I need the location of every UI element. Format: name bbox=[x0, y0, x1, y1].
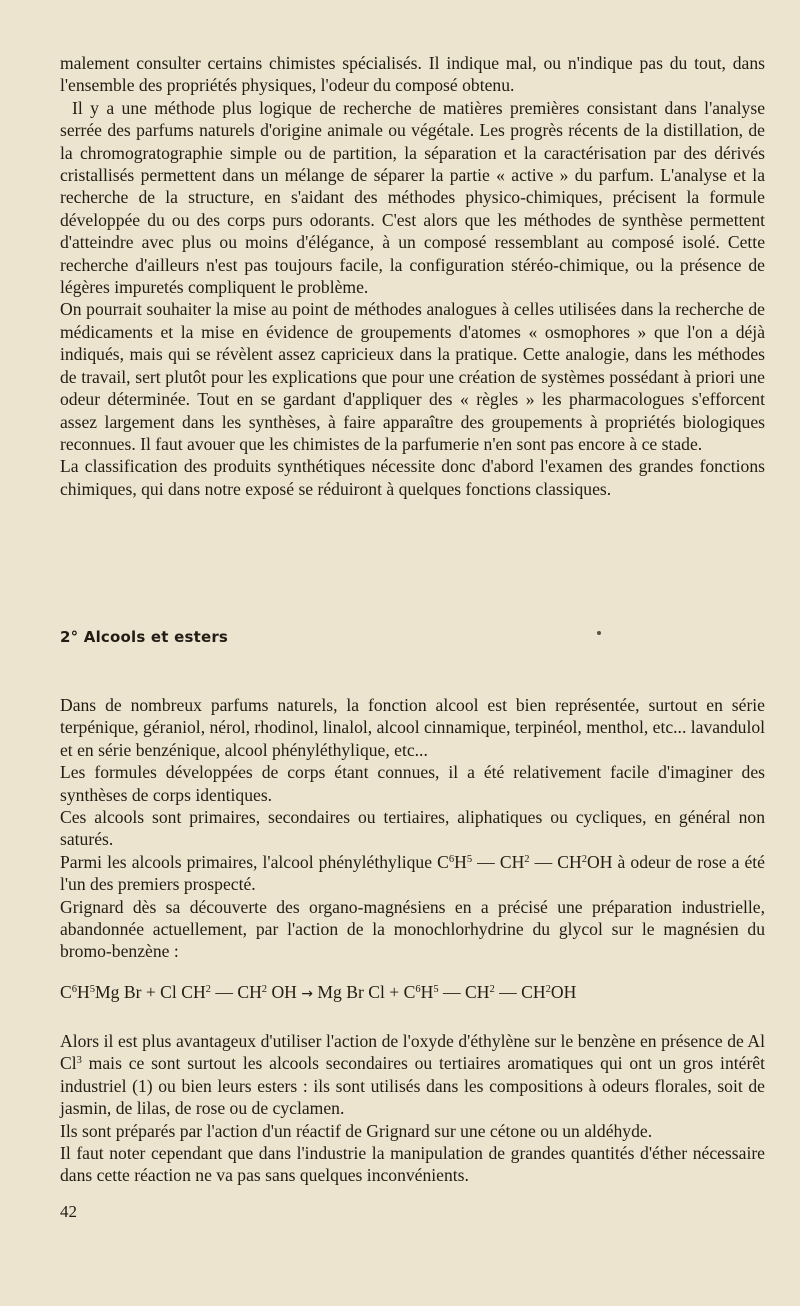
stray-mark bbox=[597, 631, 601, 635]
paragraph-formules: Les formules développées de corps étant connues, il a été relativement facile d'imaginer des synthèses de corps identiques. bbox=[60, 762, 765, 805]
paragraph-continuation: malement consulter certains chimistes spécialisés. Il indique mal, ou n'indique pas du tout, dans l'ensemble des propriétés physiques, l'odeur du composé obtenu. bbox=[60, 53, 765, 96]
paragraph-primaires: Ces alcools sont primaires, secondaires ou tertiaires, aliphatiques ou cycliques, en général non saturés. bbox=[60, 807, 765, 850]
section-heading: 2° Alcools et esters bbox=[60, 628, 229, 646]
alcools-text-block bbox=[60, 694, 765, 963]
paragraph-oxyde: Alors il est plus avantageux d'utiliser l'action de l'oxyde d'éthylène sur le benzène en présence de Al Cl$^3$ mais ce sont surtout les alcools secondaires ou tertiaires aromatiques qui ont un gros intérêt industriel (1) ou bien leurs esters : ils sont utilisés dans les compositions à odeurs florales, soit de jasmin, de lilas, de rose ou de cyclamen. bbox=[60, 1031, 765, 1119]
paragraph-methode: Il y a une méthode plus logique de recherche de matières premières consistant dans l'analyse serrée des parfums naturels d'origine animale ou végétale. Les progrès récents de la distillation, de la chromogratographie simple ou de partition, la séparation et la caractérisation par des dérivés cristallisés permettent dans un mélange de séparer la partie « active » du parfum. L'analyse et la recherche de la structure, en s'aidant des méthodes physico-chimiques, précisent la formule développée du ou des corps purs odorants. C'est alors que les méthodes de synthèse permettent d'atteindre avec plus ou moins d'élégance, à un composé ressemblant au composé isolé. Cette recherche d'ailleurs n'est pas toujours facile, la configuration stéréo-chimique, ou la présence de légères impuretés compliquent le problème. bbox=[60, 97, 765, 298]
paragraph-reactif: Ils sont préparés par l'action d'un réactif de Grignard sur une cétone ou un aldéhyde. bbox=[60, 1120, 653, 1141]
paragraph-grignard: Grignard dès sa découverte des organo-magnésiens en a précisé une préparation industrielle, abandonnée actuellement, par l'action de la monochlorhydrine du glycol sur le magnésien du bromo-benzène : bbox=[60, 896, 765, 962]
chemical-equation: $C^6H^5Mg$ Br + Cl $CH^2$ — $CH^2$ OH → Mg Br $Cl + C^6H^5$ — $CH^2$ — $CH^2OH$ bbox=[60, 982, 577, 1002]
paragraph-ether: Il faut noter cependant que dans l'industrie la manipulation de grandes quantités d'éther nécessaire dans cette réaction ne va pas sans quelques inconvénients. bbox=[60, 1143, 765, 1186]
paragraph-parfums-naturels: Dans de nombreux parfums naturels, la fonction alcool est bien représentée, surtout en série terpénique, géraniol, nérol, rhodinol, linalol, alcool cinnamique, terpinéol, menthol, etc... lavandulol et en série benzénique, alcool phényléthylique, etc... bbox=[60, 695, 766, 760]
paragraph-medicaments: On pourrait souhaiter la mise au point de méthodes analogues à celles utilisées dans la recherche de médicaments et la mise en évidence de groupements d'atomes « osmophores » que l'on a déjà indiqués, mais qui se révèlent assez capricieux dans la pratique. Cette analogie, dans les méthodes de travail, sert plutôt pour les explications que pour une création de systèmes possédant à priori une odeur déterminée. Tout en se gardant d'appliquer des « règles » les pharmacologues s'efforcent assez largement dans les synthèses, à faire apparaître des groupements à propriétés biologiques reconnues. Il faut avouer que les chimistes de la parfumerie n'en sont pas encore à ce stade. bbox=[60, 299, 765, 454]
paragraph-classification: La classification des produits synthétiques nécessite donc d'abord l'examen des grandes fonctions chimiques, qui dans notre exposé se réduiront à quelques fonctions classiques. bbox=[60, 456, 765, 499]
bottom-text-block bbox=[60, 1030, 765, 1187]
reaction-arrow-icon: → bbox=[301, 986, 314, 1002]
paragraph-phenylethylique: Parmi les alcools primaires, l'alcool phényléthylique $C^6H^5$ — $CH^2$ — $CH^2OH$ à odeur de rose a été l'un des premiers prospecté. bbox=[60, 851, 765, 895]
page-number: 42 bbox=[60, 1202, 77, 1221]
top-text-block bbox=[60, 52, 765, 500]
